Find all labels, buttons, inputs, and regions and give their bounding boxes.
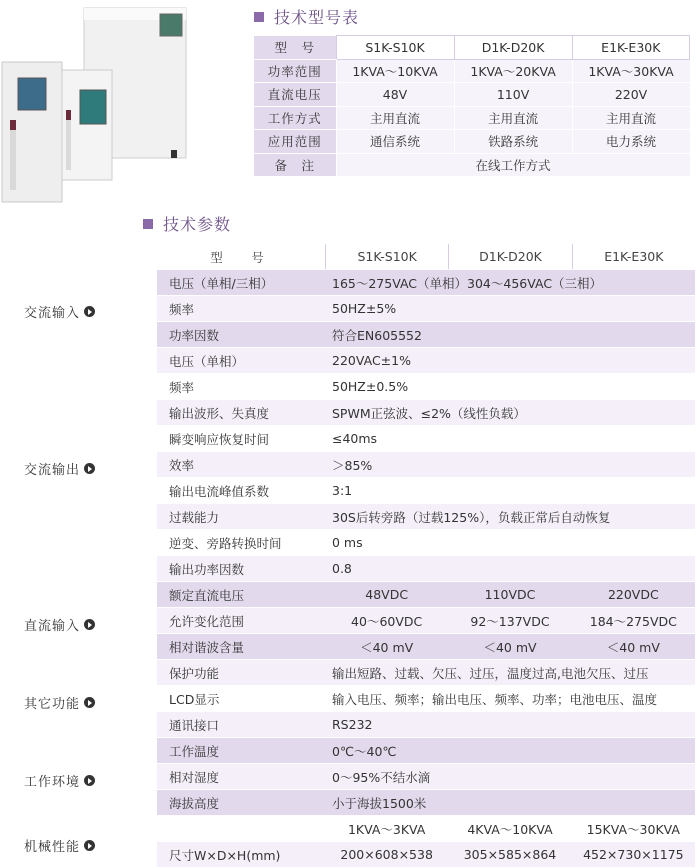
param-value: ＜40 mV bbox=[606, 639, 660, 655]
params-header-row bbox=[157, 244, 695, 269]
param-value: 15KVA～30KVA bbox=[586, 821, 680, 837]
cell: 主用直流 bbox=[336, 106, 454, 130]
group-ac-output: 交流输出 bbox=[24, 459, 95, 478]
table-row bbox=[254, 36, 690, 60]
param-label: 海拔高度 bbox=[169, 795, 220, 811]
table-row bbox=[254, 59, 690, 83]
param-row bbox=[157, 660, 695, 685]
param-row bbox=[157, 556, 695, 581]
group-dc-input: 直流输入 bbox=[24, 615, 95, 634]
row-label: 应用范围 bbox=[254, 130, 336, 154]
param-label: 电压（单相/三相） bbox=[169, 275, 274, 291]
cell: 220V bbox=[572, 83, 689, 107]
arrow-right-icon bbox=[84, 775, 95, 786]
param-value: 小于海拔1500米 bbox=[332, 795, 427, 811]
group-ac-input: 交流输入 bbox=[24, 302, 95, 321]
param-row bbox=[157, 400, 695, 425]
param-value: 305×585×864 bbox=[463, 847, 557, 862]
square-bullet-icon bbox=[143, 219, 153, 229]
param-label: 频率 bbox=[169, 301, 195, 317]
row-label: 备 注 bbox=[254, 153, 336, 177]
param-row bbox=[157, 530, 695, 555]
row-label: 型 号 bbox=[254, 36, 336, 60]
param-value: 1KVA～3KVA bbox=[347, 821, 426, 837]
row-label: 工作方式 bbox=[254, 106, 336, 130]
param-row bbox=[157, 348, 695, 373]
param-label: 功率因数 bbox=[169, 327, 220, 343]
arrow-right-icon bbox=[84, 463, 95, 474]
square-bullet-icon bbox=[254, 12, 264, 22]
table-row bbox=[254, 153, 690, 177]
param-row bbox=[157, 582, 695, 607]
param-row bbox=[157, 426, 695, 451]
param-label: 逆变、旁路转换时间 bbox=[169, 535, 282, 551]
cell: 主用直流 bbox=[572, 106, 689, 130]
param-label: 电压（单相） bbox=[169, 353, 245, 369]
cell: 110V bbox=[454, 83, 572, 107]
param-row bbox=[157, 634, 695, 659]
param-row bbox=[157, 686, 695, 711]
cell: S1K-S10K bbox=[336, 36, 454, 60]
arrow-right-icon bbox=[84, 697, 95, 708]
param-row bbox=[157, 790, 695, 815]
table-row bbox=[254, 130, 690, 154]
param-row bbox=[157, 296, 695, 321]
cell: D1K-D20K bbox=[454, 36, 572, 60]
param-label: 效率 bbox=[169, 457, 195, 473]
param-value: 184～275VDC bbox=[589, 613, 677, 629]
param-value: 30S后转旁路（过载125%），负载正常后自动恢复 bbox=[332, 509, 611, 525]
group-mechanical: 机械性能 bbox=[24, 836, 95, 855]
param-value: 0～95%不结水滴 bbox=[332, 769, 431, 785]
cell: E1K-E30K bbox=[572, 36, 689, 60]
param-label: 输出功率因数 bbox=[169, 561, 245, 577]
cell: 电力系统 bbox=[572, 130, 689, 154]
param-value: 220VDC bbox=[607, 587, 659, 602]
param-value: 165～275VAC（单相）304～456VAC（三相） bbox=[332, 275, 603, 291]
param-row bbox=[157, 816, 695, 841]
param-label bbox=[157, 816, 325, 841]
param-row bbox=[157, 504, 695, 529]
arrow-right-icon bbox=[84, 619, 95, 630]
param-value: 50HZ±5% bbox=[332, 301, 397, 316]
param-value: 50HZ±0.5% bbox=[332, 379, 409, 394]
cell: S1K-S10K bbox=[325, 244, 448, 269]
cell: 通信系统 bbox=[336, 130, 454, 154]
arrow-right-icon bbox=[84, 306, 95, 317]
param-label: 输出电流峰值系数 bbox=[169, 483, 270, 499]
param-row bbox=[157, 322, 695, 347]
param-row bbox=[157, 270, 695, 295]
group-other-functions: 其它功能 bbox=[24, 693, 95, 712]
param-value: ＜40 mV bbox=[483, 639, 537, 655]
param-value: 200×608×538 bbox=[340, 847, 433, 862]
param-value: 3:1 bbox=[332, 483, 353, 498]
param-label: 尺寸W×D×H(mm) bbox=[169, 847, 281, 863]
param-label: 工作温度 bbox=[169, 743, 220, 759]
model-section-title: 技术型号表 bbox=[254, 5, 359, 28]
param-row bbox=[157, 764, 695, 789]
param-label: 相对湿度 bbox=[169, 769, 220, 785]
param-value: 输入电压、频率；输出电压、频率、功率；电池电压、温度 bbox=[332, 691, 658, 707]
param-value: 4KVA～10KVA bbox=[467, 821, 553, 837]
cell: 铁路系统 bbox=[454, 130, 572, 154]
param-label: 频率 bbox=[169, 379, 195, 395]
param-label: 过载能力 bbox=[169, 509, 220, 525]
group-environment: 工作环境 bbox=[24, 771, 95, 790]
param-row bbox=[157, 374, 695, 399]
param-row bbox=[157, 608, 695, 633]
param-value: ＜40 mV bbox=[360, 639, 414, 655]
param-value: 48VDC bbox=[365, 587, 409, 602]
param-value: 符合EN605552 bbox=[332, 327, 422, 343]
param-value: 452×730×1175 bbox=[583, 847, 684, 862]
param-label: 相对谐波含量 bbox=[169, 639, 245, 655]
row-label: 功率范围 bbox=[254, 59, 336, 83]
param-label: 通讯接口 bbox=[169, 717, 220, 733]
table-row bbox=[254, 106, 690, 130]
cell: 主用直流 bbox=[454, 106, 572, 130]
model-table bbox=[254, 35, 690, 177]
param-label: 允许变化范围 bbox=[169, 613, 245, 629]
param-value: SPWM正弦波、≤2%（线性负载） bbox=[332, 405, 526, 421]
param-value: 0℃～40℃ bbox=[332, 743, 397, 759]
param-value: 0.8 bbox=[332, 561, 352, 576]
param-label: 瞬变响应恢复时间 bbox=[169, 431, 270, 447]
param-value: 92～137VDC bbox=[470, 613, 550, 629]
product-photo bbox=[0, 0, 190, 205]
param-value: 110VDC bbox=[484, 587, 536, 602]
param-label: 输出波形、失真度 bbox=[169, 405, 270, 421]
param-row bbox=[157, 842, 695, 867]
param-value: 220VAC±1% bbox=[332, 353, 411, 368]
param-value: ≤40ms bbox=[332, 431, 378, 446]
param-value: 40～60VDC bbox=[351, 613, 423, 629]
param-value: 输出短路、过载、欠压、过压，温度过高,电池欠压、过压 bbox=[332, 665, 649, 681]
param-value: 0 ms bbox=[332, 535, 363, 550]
param-value: ＞85% bbox=[332, 457, 373, 473]
param-row bbox=[157, 712, 695, 737]
param-label: 额定直流电压 bbox=[169, 587, 245, 603]
row-label: 直流电压 bbox=[254, 83, 336, 107]
param-row bbox=[157, 738, 695, 763]
params-section-title: 技术参数 bbox=[143, 212, 231, 235]
param-row bbox=[157, 478, 695, 503]
row-label: 型 号 bbox=[210, 249, 272, 265]
table-row bbox=[254, 83, 690, 107]
cell: 1KVA～30KVA bbox=[572, 59, 689, 83]
cell: 1KVA～20KVA bbox=[454, 59, 572, 83]
param-label: LCD显示 bbox=[169, 691, 220, 707]
cell: 在线工作方式 bbox=[336, 153, 690, 177]
cell: 1KVA～10KVA bbox=[336, 59, 454, 83]
arrow-right-icon bbox=[84, 840, 95, 851]
param-label: 保护功能 bbox=[169, 665, 220, 681]
param-value: RS232 bbox=[332, 717, 373, 732]
param-row bbox=[157, 452, 695, 477]
cell: E1K-E30K bbox=[572, 244, 695, 269]
cell: D1K-D20K bbox=[448, 244, 571, 269]
cell: 48V bbox=[336, 83, 454, 107]
